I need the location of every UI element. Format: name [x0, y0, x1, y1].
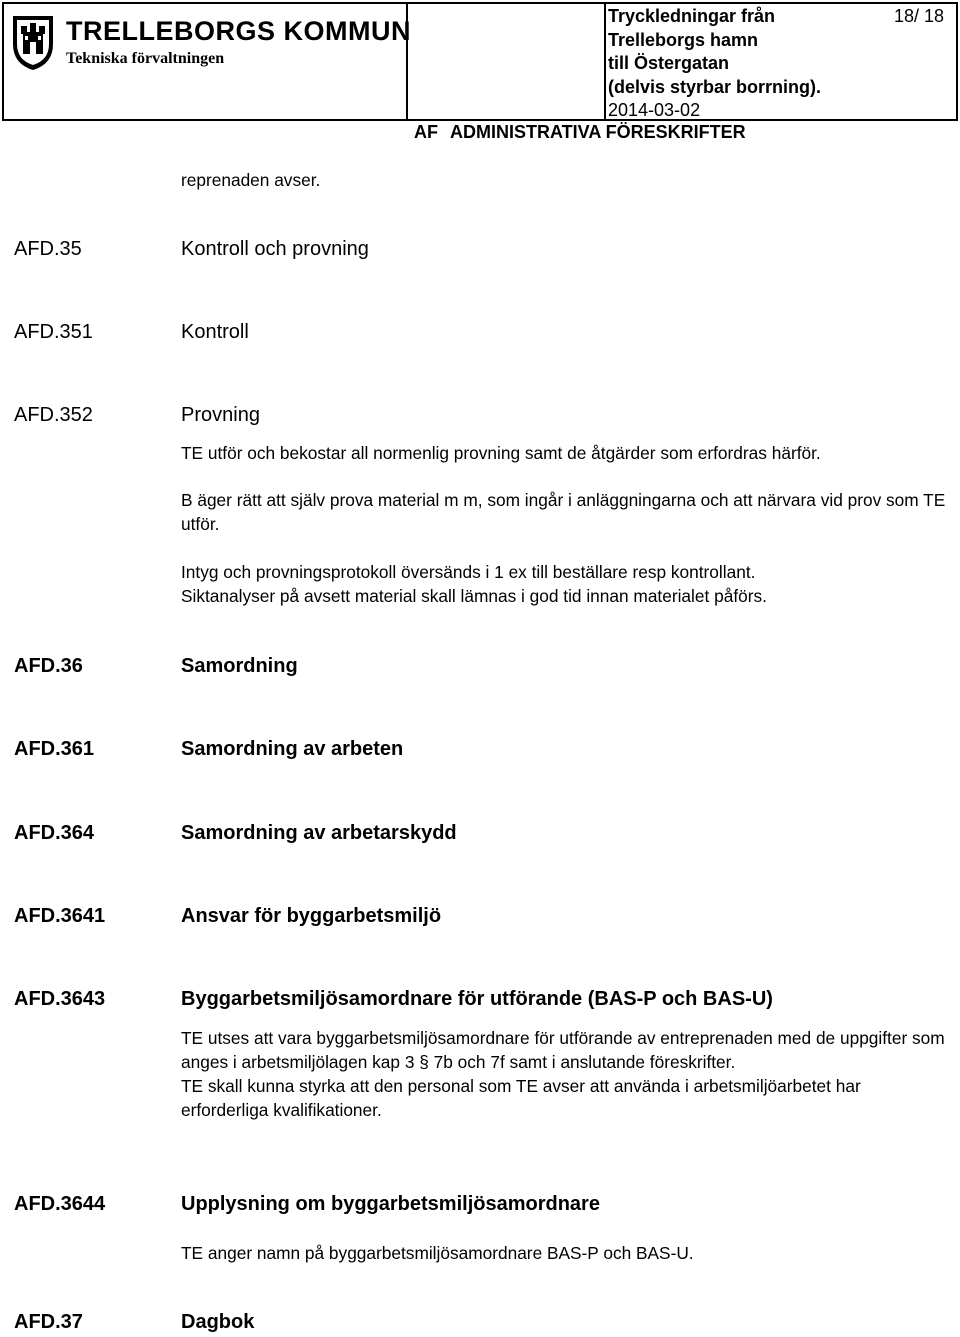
paragraph	[181, 560, 956, 608]
document-title-line: Trelleborgs hamn	[608, 29, 759, 50]
page-number: 18/ 18	[893, 6, 944, 26]
section-code: AFD.3641	[14, 905, 106, 927]
section-code: AFD.364	[14, 822, 95, 844]
paragraph: TE utför och bekostar all normenlig provning samt de åtgärder som erfordras härför.	[181, 443, 821, 463]
section-title: Byggarbetsmiljösamordnare för utförande (BAS-P och BAS-U)	[181, 988, 773, 1010]
section-code: AFD.351	[14, 321, 93, 343]
paragraph-line: TE skall kunna styrka att den personal som TE avser att använda i arbetsmiljöarbetet har erforderliga kvalifikationer.	[181, 1076, 861, 1120]
section-title: Samordning	[181, 655, 298, 677]
logo-title: TRELLEBORGS KOMMUN	[66, 16, 411, 46]
paragraph: TE anger namn på byggarbetsmiljösamordnare BAS-P och BAS-U.	[181, 1243, 694, 1263]
document-title-line: Tryckledningar från	[608, 6, 776, 26]
document-title-line: till Östergatan	[608, 53, 730, 73]
section-code: AFD.35	[14, 238, 82, 260]
continuation-text: reprenaden avser.	[181, 170, 321, 190]
paragraph-line: TE utses att vara byggarbetsmiljösamordnare för utförande av entreprenaden med de uppgifter som anges i arbetsmiljölagen kap 3 § 7b och 7f samt i anslutande föreskrifter.	[181, 1028, 945, 1072]
document-title	[608, 5, 858, 123]
section-title: Samordning av arbetarskydd	[181, 822, 457, 844]
section-title: Samordning av arbeten	[181, 738, 404, 760]
section-header	[404, 121, 960, 143]
section-code: AFD.3643	[14, 988, 106, 1010]
document-title-line: (delvis styrbar borrning).	[608, 76, 822, 97]
logo-subtitle: Tekniska förvaltningen	[66, 50, 225, 67]
section-code: AF	[414, 121, 438, 142]
coat-of-arms-icon	[10, 12, 56, 72]
section-title: Provning	[181, 404, 260, 426]
header-divider	[604, 4, 606, 119]
section-title: Kontroll och provning	[181, 238, 369, 260]
section-code: AFD.361	[14, 738, 95, 760]
municipality-logo	[10, 12, 411, 72]
paragraph-line: Intyg och provningsprotokoll översänds i 1 ex till beställare resp kontrollant.	[181, 562, 756, 582]
section-code: AFD.352	[14, 404, 93, 426]
section-title: Ansvar för byggarbetsmiljö	[181, 905, 442, 927]
section-title: Dagbok	[181, 1311, 255, 1333]
section-title: ADMINISTRATIVA FÖRESKRIFTER	[450, 121, 746, 142]
paragraph	[181, 1026, 951, 1122]
section-code: AFD.36	[14, 655, 83, 677]
paragraph-line: Siktanalyser på avsett material skall lämnas i god tid innan materialet påförs.	[181, 586, 767, 606]
document-date: 2014-03-02	[608, 100, 701, 120]
section-code: AFD.3644	[14, 1193, 106, 1215]
paragraph: B äger rätt att själv prova material m m, som ingår i anläggningarna och att närvara vid prov som TE utför.	[181, 490, 946, 534]
section-code: AFD.37	[14, 1311, 83, 1333]
section-title: Upplysning om byggarbetsmiljösamordnare	[181, 1193, 600, 1215]
section-title: Kontroll	[181, 321, 249, 343]
